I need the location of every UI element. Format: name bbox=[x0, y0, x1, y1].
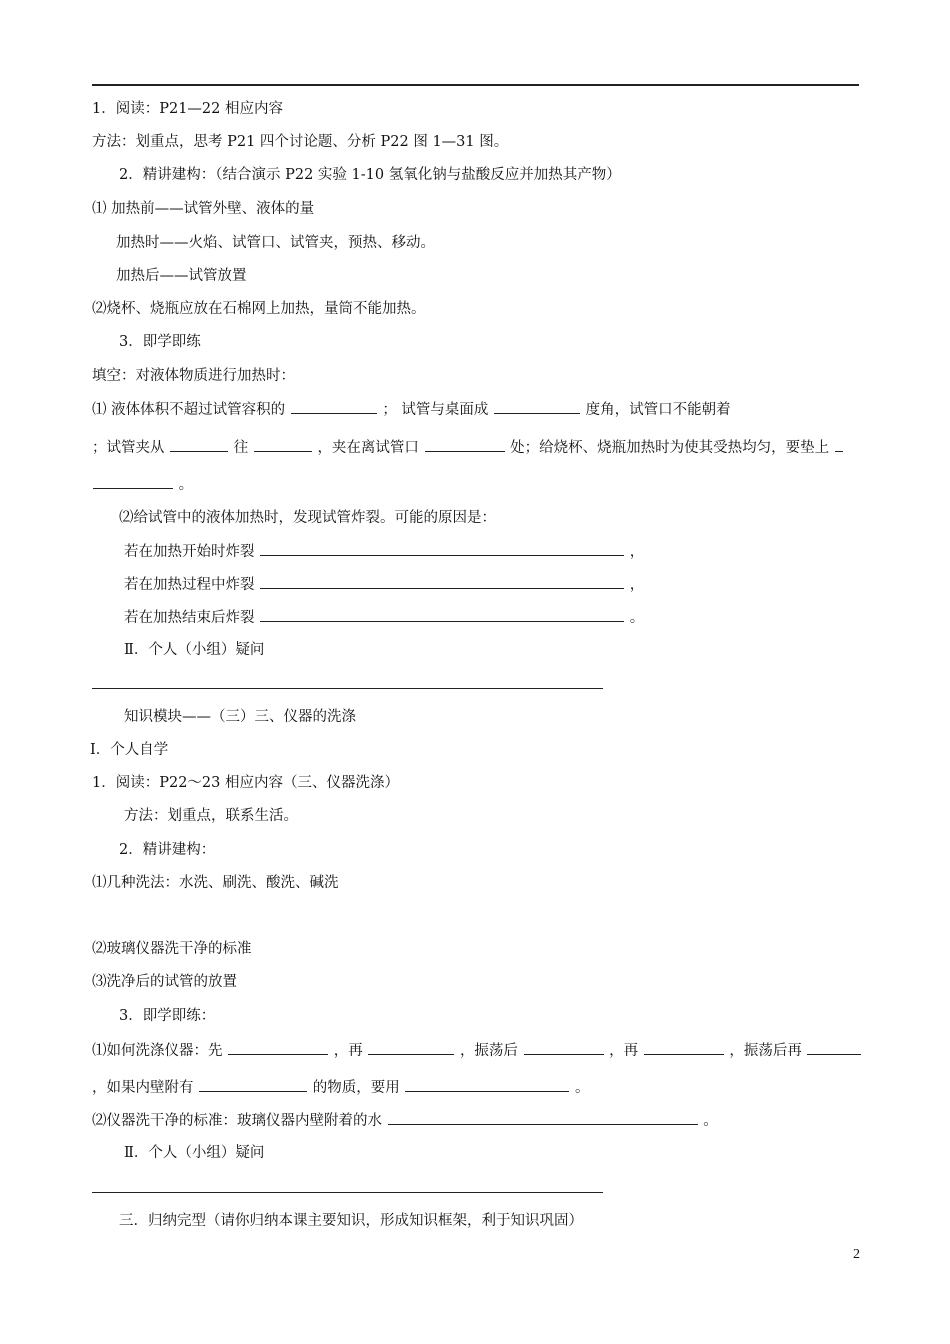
fill-question-1-line-3 bbox=[92, 474, 193, 495]
q1-text-a: ⑴ 液体体积不超过试管容积的 bbox=[92, 402, 286, 418]
clean-standard: ⑵玻璃仪器洗干净的标准 bbox=[92, 941, 252, 957]
blank-pad-start[interactable] bbox=[835, 437, 843, 452]
wash-q-text-b: ，再 bbox=[333, 1043, 363, 1059]
construct-item-3: 加热后——试管放置 bbox=[116, 268, 247, 284]
reason-end-period: 。 bbox=[629, 610, 645, 626]
clean-standard-end: 。 bbox=[703, 1113, 718, 1129]
blank-volume[interactable] bbox=[291, 399, 377, 414]
clean-standard-text: ⑵仪器洗干净的标准：玻璃仪器内壁附着的水 bbox=[92, 1113, 382, 1129]
blank-then-2[interactable] bbox=[644, 1040, 724, 1055]
wash-q-text-g: 的物质，要用 bbox=[312, 1080, 400, 1096]
q1-end: 。 bbox=[178, 477, 194, 493]
construct-item-2: 加热时——火焰、试管口、试管夹，预热、移动。 bbox=[116, 235, 435, 251]
self-study-heading: Ⅰ．个人自学 bbox=[90, 742, 169, 758]
wash-q-text-f: ，如果内壁附有 bbox=[92, 1080, 194, 1096]
reason-start-comma: ， bbox=[629, 544, 645, 560]
construct-item-1: ⑴ 加热前——试管外壁、液体的量 bbox=[92, 201, 315, 217]
top-rule bbox=[92, 84, 859, 86]
blank-to[interactable] bbox=[254, 437, 312, 452]
blank-residue[interactable] bbox=[199, 1077, 307, 1092]
blank-distance[interactable] bbox=[425, 437, 505, 452]
question-heading-2: Ⅱ．个人（小组）疑问 bbox=[124, 1145, 265, 1161]
module-heading: 知识模块——（三）三、仪器的洗涤 bbox=[124, 709, 356, 725]
summary-heading: 三．归纳完型（请你归纳本课主要知识，形成知识框架，利于知识巩固） bbox=[119, 1213, 583, 1229]
q1-text-g: 处；给烧杯、烧瓶加热时为使其受热均匀，要垫上 bbox=[510, 440, 830, 456]
construct-heading: 2．精讲建构：（结合演示 P22 实验 1-10 氢氧化钠与盐酸反应并加热其产物） bbox=[119, 167, 621, 183]
construct-item-4: ⑵烧杯、烧瓶应放在石棉网上加热，量筒不能加热。 bbox=[92, 301, 426, 317]
tube-placement: ⑶洗净后的试管的放置 bbox=[92, 974, 237, 990]
wash-question-line-1 bbox=[92, 1040, 862, 1061]
blank-after-shake-2[interactable] bbox=[807, 1040, 861, 1055]
reason-end bbox=[124, 607, 644, 628]
blank-water-film[interactable] bbox=[388, 1110, 698, 1125]
question-rule-1[interactable] bbox=[92, 688, 603, 689]
clean-standard-question bbox=[92, 1110, 718, 1131]
reason-during-comma: ， bbox=[629, 577, 645, 593]
q1-text-d: ；试管夹从 bbox=[92, 440, 165, 456]
method-text-2: 方法：划重点，联系生活。 bbox=[124, 808, 298, 824]
q1-text-e: 往 bbox=[233, 440, 249, 456]
reason-start-label: 若在加热开始时炸裂 bbox=[124, 544, 255, 560]
wash-methods: ⑴几种洗法：水洗、刷洗、酸洗、碱洗 bbox=[92, 875, 339, 891]
page-number: 2 bbox=[853, 1247, 860, 1262]
reason-during bbox=[124, 574, 644, 595]
blank-reason-during[interactable] bbox=[260, 574, 624, 589]
practice-heading-2: 3．即学即练： bbox=[119, 1008, 216, 1024]
blank-reason-start[interactable] bbox=[260, 541, 624, 556]
fill-question-1-line-2 bbox=[92, 437, 844, 458]
blank-pad[interactable] bbox=[93, 474, 173, 489]
blank-from[interactable] bbox=[170, 437, 228, 452]
q1-text-f: ，夹在离试管口 bbox=[317, 440, 419, 456]
blank-then[interactable] bbox=[368, 1040, 454, 1055]
reason-start bbox=[124, 541, 644, 562]
fill-title: 填空：对液体物质进行加热时： bbox=[92, 368, 295, 384]
q1-text-c: 度角，试管口不能朝着 bbox=[585, 402, 731, 418]
wash-q-end: 。 bbox=[574, 1080, 590, 1096]
blank-first[interactable] bbox=[228, 1040, 328, 1055]
question-rule-2[interactable] bbox=[92, 1192, 603, 1193]
reason-end-label: 若在加热结束后炸裂 bbox=[124, 610, 255, 626]
construct-heading-2: 2．精讲建构： bbox=[119, 842, 216, 858]
practice-heading: 3．即学即练 bbox=[119, 334, 201, 350]
blank-method[interactable] bbox=[405, 1077, 569, 1092]
wash-q-text-e: ，振荡后再 bbox=[729, 1043, 802, 1059]
blank-angle[interactable] bbox=[494, 399, 580, 414]
method-text: 方法：划重点，思考 P21 四个讨论题、分析 P22 图 1—31 图。 bbox=[92, 134, 509, 150]
wash-question-line-2 bbox=[92, 1077, 589, 1098]
fill-question-2: ⑵给试管中的液体加热时，发现试管炸裂。可能的原因是： bbox=[119, 510, 496, 526]
read-instruction: 1．阅读：P21—22 相应内容 bbox=[92, 101, 283, 117]
wash-q-text-d: ，再 bbox=[609, 1043, 639, 1059]
wash-q-text-c: ，振荡后 bbox=[459, 1043, 518, 1059]
wash-q-text-a: ⑴如何洗涤仪器：先 bbox=[92, 1043, 223, 1059]
blank-reason-end[interactable] bbox=[260, 607, 624, 622]
fill-question-1-line-1 bbox=[92, 399, 731, 420]
question-heading-1: Ⅱ．个人（小组）疑问 bbox=[124, 642, 265, 658]
reason-during-label: 若在加热过程中炸裂 bbox=[124, 577, 255, 593]
q1-text-b: ； 试管与桌面成 bbox=[382, 402, 489, 418]
blank-after-shake[interactable] bbox=[524, 1040, 604, 1055]
read-instruction-2: 1．阅读：P22～23 相应内容（三、仪器洗涤） bbox=[92, 775, 399, 791]
